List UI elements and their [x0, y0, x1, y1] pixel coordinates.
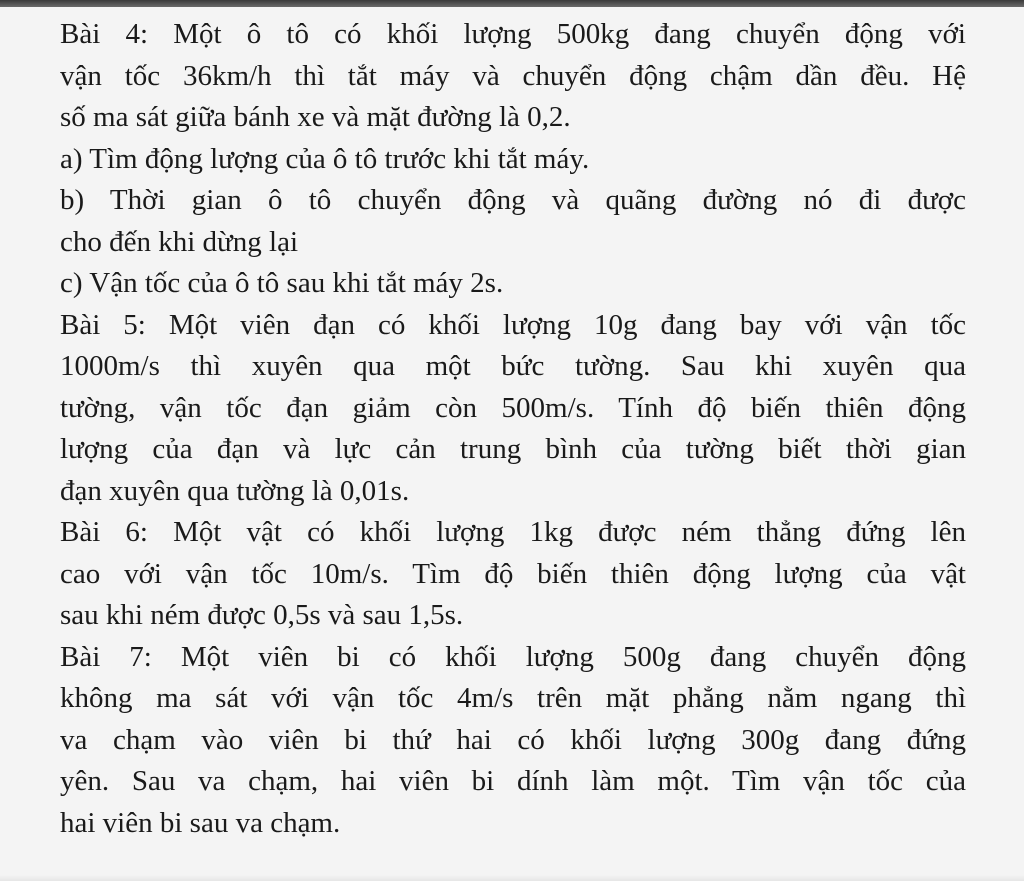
text-line: c) Vận tốc của ô tô sau khi tắt máy 2s. — [60, 267, 504, 299]
text-line: Bài 5: Một viên đạn có khối lượng 10g đang bay với vận tốc — [60, 308, 966, 341]
text-line: Bài 4: Một ô tô có khối lượng 500kg đang chuyển động với — [60, 18, 966, 50]
page-bottom-edge — [0, 875, 1024, 881]
text-line: 1000m/s thì xuyên qua một bức tường. Sau khi xuyên qua — [60, 350, 966, 382]
text-line: sau khi ném được 0,5s và sau 1,5s. — [60, 599, 464, 631]
text-line: vận tốc 36km/h thì tắt máy và chuyển động chậm dần đều. Hệ — [60, 59, 966, 92]
text-line: Bài 6: Một vật có khối lượng 1kg được ném thẳng đứng lên — [60, 516, 966, 548]
text-line: cao với vận tốc 10m/s. Tìm độ biến thiên động lượng của vật — [60, 557, 966, 590]
document-page — [60, 14, 966, 844]
page-top-edge — [0, 0, 1024, 7]
text-line: b) Thời gian ô tô chuyển động và quãng đường nó đi được — [60, 184, 966, 216]
text-line: không ma sát với vận tốc 4m/s trên mặt phẳng nằm ngang thì — [60, 682, 966, 714]
text-line: Bài 7: Một viên bi có khối lượng 500g đang chuyển động — [60, 640, 966, 673]
text-line: đạn xuyên qua tường là 0,01s. — [60, 474, 410, 507]
text-line: yên. Sau va chạm, hai viên bi dính làm một. Tìm vận tốc của — [60, 765, 966, 797]
text-line: va chạm vào viên bi thứ hai có khối lượng 300g đang đứng — [60, 723, 966, 756]
text-line: hai viên bi sau va chạm. — [60, 806, 341, 839]
text-line: số ma sát giữa bánh xe và mặt đường là 0,2. — [60, 101, 571, 133]
text-line: tường, vận tốc đạn giảm còn 500m/s. Tính độ biến thiên động — [60, 391, 966, 424]
text-line: cho đến khi dừng lại — [60, 225, 299, 258]
text-line: lượng của đạn và lực cản trung bình của tường biết thời gian — [60, 433, 966, 465]
text-line: a) Tìm động lượng của ô tô trước khi tắt máy. — [60, 142, 590, 175]
